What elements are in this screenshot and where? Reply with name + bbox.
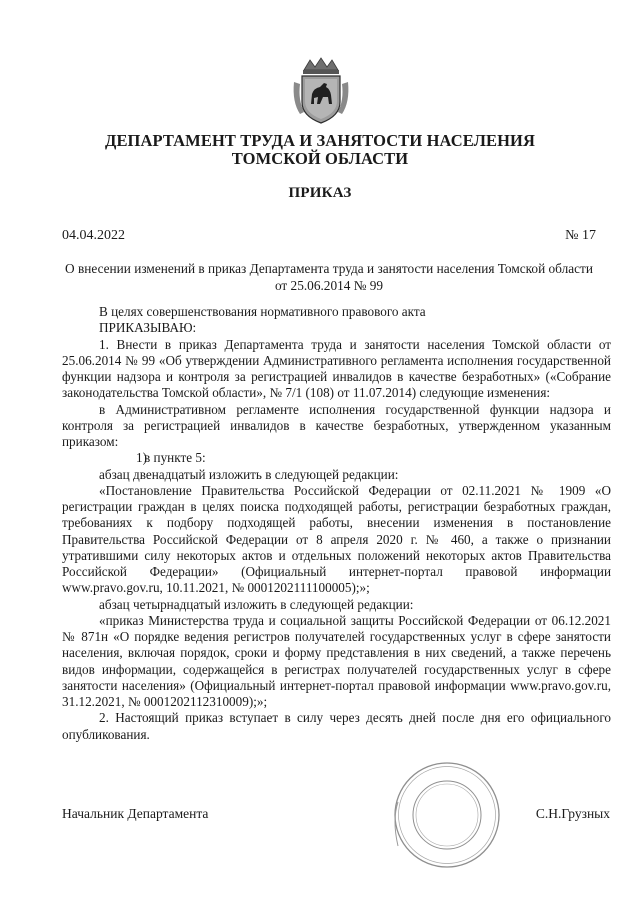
- signatory-title: Начальник Департамента: [62, 806, 209, 821]
- paragraph-6: «приказ Министерства труда и социальной защиты Российской Федерации от 06.12.2021 № 871н «О порядке ведения регистров получателей государственных услуг в сфере занятости населения, включая порядок, сроки и форму представления в них сведений, а также перечень видов информации, содержащейся в регистрах получателей государственных услуг в сфере занятости населения» (Официальный интернет-портал правовой информации www.pravo.gov.ru, 31.12.2021, № 0001202112310009);»;: [62, 612, 611, 709]
- list-item: [62, 450, 611, 466]
- paragraph-2: в Административном регламенте исполнения государственной функции надзора и контроля за регистрацией инвалидов в качестве безработных, утвержденном указанным приказом:: [62, 401, 611, 449]
- signatory-name: С.Н.Грузных: [535, 806, 610, 821]
- paragraph-4: «Постановление Правительства Российской Федерации от 02.11.2021 № 1909 «О регистрации граждан в целях поиска подходящей работы, регистрации безработных граждан, требованиях к подбору подходящей работы, внесении изменения в постановление Правительства Российской Федерации от 8 апреля 2020 г. № 460, а также о признании утратившими силу некоторых актов и отдельных положений некоторых актов Правительства Российской Федерации» (Официальный интернет-портал правовой информации www.pravo.gov.ru, 10.11.2021, № 0001202111100005);»;: [62, 482, 611, 596]
- document-date: 04.04.2022: [62, 228, 125, 243]
- official-stamp: [392, 760, 502, 870]
- department-name-line1: ДЕПАРТАМЕНТ ТРУДА И ЗАНЯТОСТИ НАСЕЛЕНИЯ: [105, 131, 535, 150]
- intro-paragraph: В целях совершенствования нормативного правового акта: [99, 304, 426, 319]
- coat-of-arms-emblem: [290, 56, 352, 126]
- list-item-text: в пункте 5:: [144, 450, 206, 466]
- list-item-number: 1): [136, 450, 147, 466]
- order-word: ПРИКАЗЫВАЮ:: [99, 320, 197, 336]
- paragraph-5: абзац четырнадцатый изложить в следующей редакции:: [99, 596, 414, 612]
- paragraph-7: 2. Настоящий приказ вступает в силу через десять дней после дня его официального опубликования.: [62, 710, 611, 742]
- paragraph-3: абзац двенадцатый изложить в следующей редакции:: [99, 466, 399, 482]
- document-subject: О внесении изменений в приказ Департамента труда и занятости населения Томской области от 25.06.2014 № 99: [65, 261, 593, 293]
- document-number: № 17: [565, 228, 596, 243]
- paragraph-1: 1. Внести в приказ Департамента труда и занятости населения Томской области от 25.06.2014 № 99 «Об утверждении Административного регламента исполнения государственной функции надзора и контроля за регистрацией инвалидов в качестве безработных» («Собрание законодательства Томской области», № 7/1 (108) от 11.07.2014) следующие изменения:: [62, 336, 611, 401]
- document-body: [62, 304, 611, 743]
- department-name-line2: ТОМСКОЙ ОБЛАСТИ: [231, 149, 409, 168]
- document-type-title: ПРИКАЗ: [288, 185, 352, 201]
